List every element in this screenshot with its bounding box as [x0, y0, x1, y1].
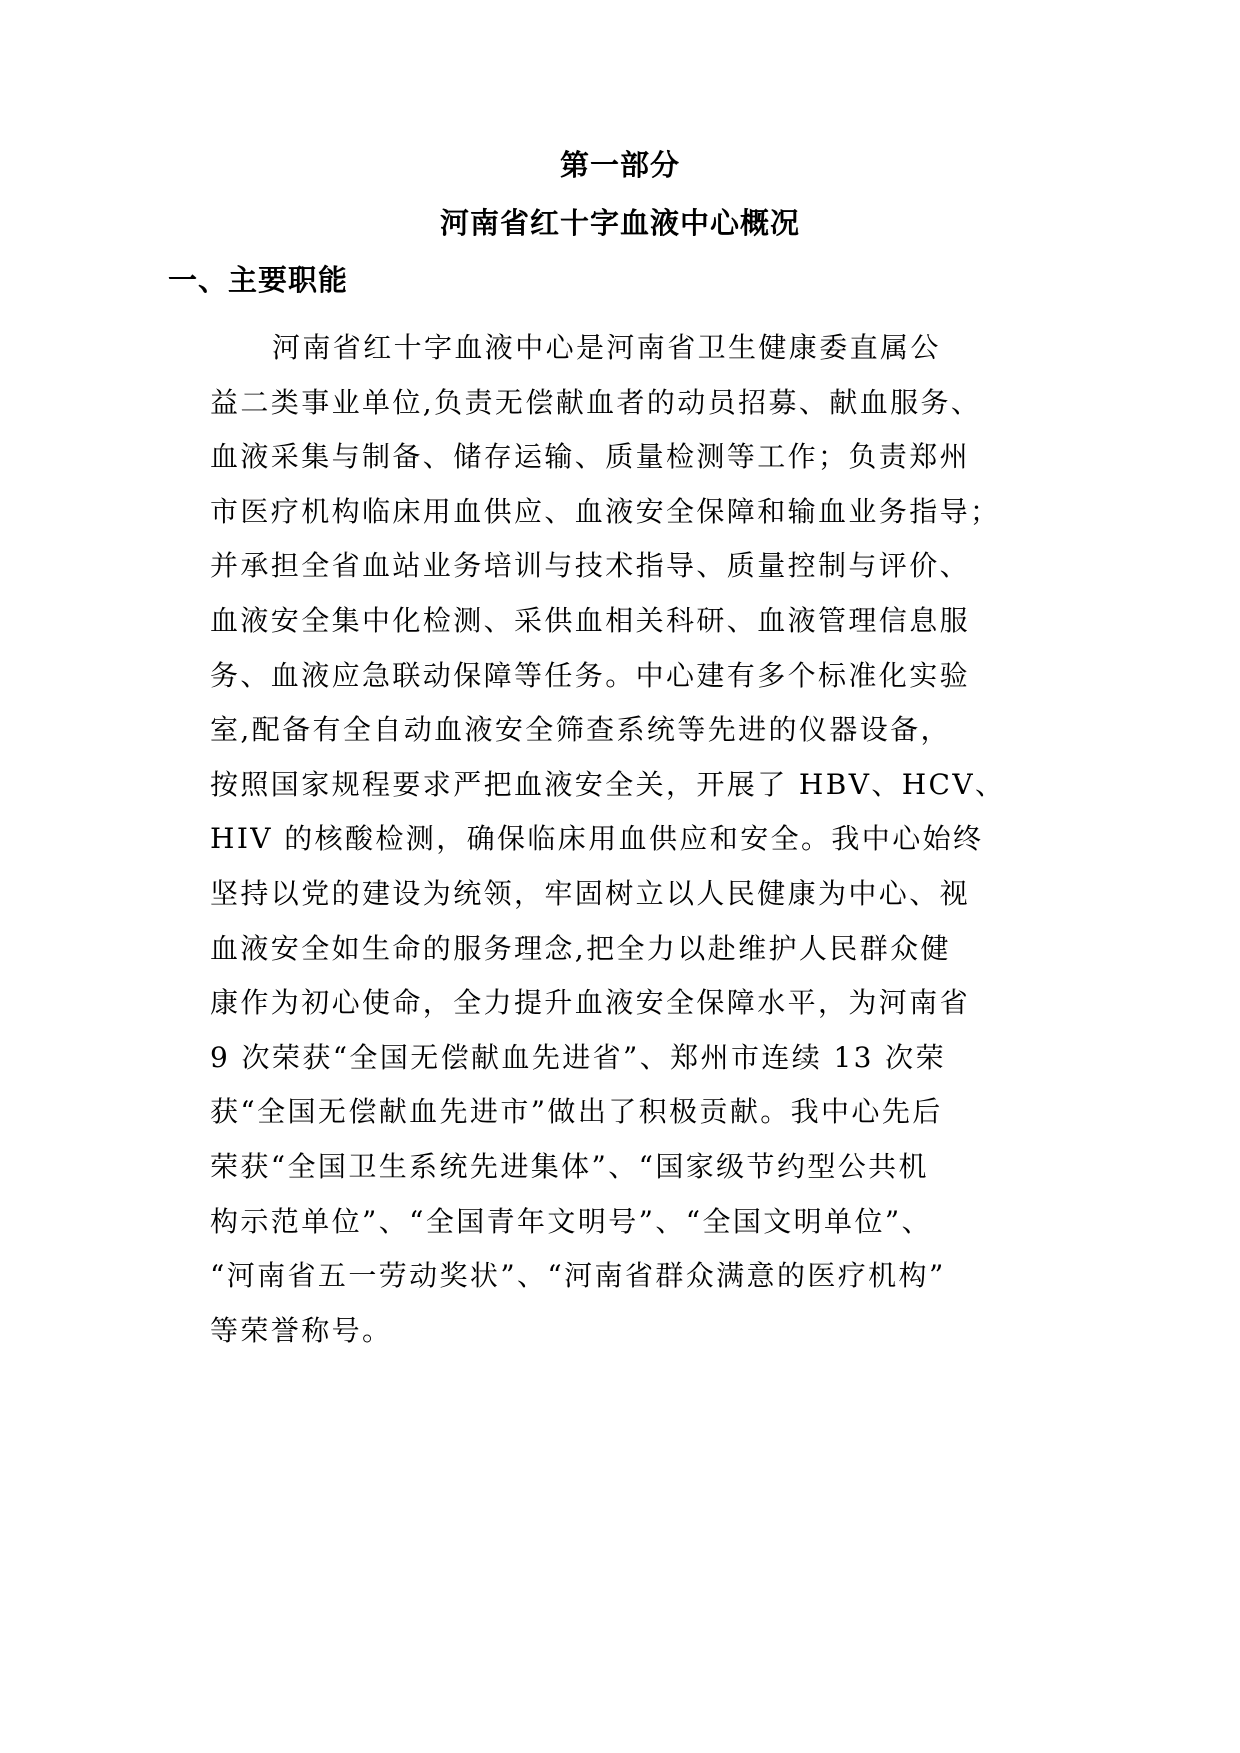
paragraph-line: 河南省红十字血液中心是河南省卫生健康委直属公	[272, 331, 941, 364]
paragraph-line: 务、血液应急联动保障等任务。中心建有多个标准化实验	[210, 658, 971, 692]
paragraph-line: 按照国家规程要求严把血液安全关，开展了 HBV、HCV、	[210, 767, 1006, 801]
paragraph-line: 获“全国无偿献血先进市”做出了积极贡献。我中心先后	[210, 1095, 943, 1129]
paragraph-line: 血液采集与制备、储存运输、质量检测等工作；负责郑州	[210, 440, 971, 474]
paragraph-line: “河南省五一劳动奖状”、“河南省群众满意的医疗机构”	[210, 1259, 946, 1293]
paragraph-line: 血液安全集中化检测、采供血相关科研、血液管理信息服	[210, 603, 971, 637]
paragraph-line: 室,配备有全自动血液安全筛查系统等先进的仪器设备，	[210, 713, 951, 747]
part-title: 第一部分	[559, 148, 680, 182]
paragraph-line: HIV 的核酸检测，确保临床用血供应和安全。我中心始终	[210, 822, 984, 856]
body-paragraph	[210, 321, 1006, 1358]
paragraph-line: 坚持以党的建设为统领，牢固树立以人民健康为中心、视	[210, 876, 971, 910]
paragraph-line: 市医疗机构临床用血供应、血液安全保障和输血业务指导；	[210, 494, 1001, 528]
section-heading: 一、主要职能	[168, 263, 349, 297]
org-title: 河南省红十字血液中心概况	[439, 206, 800, 240]
paragraph-line: 9 次荣获“全国无偿献血先进省”、郑州市连续 13 次荣	[210, 1040, 946, 1074]
paragraph-line: 构示范单位”、“全国青年文明号”、“全国文明单位”、	[210, 1204, 932, 1238]
paragraph-line: 血液安全如生命的服务理念,把全力以赴维护人民群众健	[210, 931, 951, 965]
paragraph-line: 康作为初心使命，全力提升血液安全保障水平，为河南省	[210, 986, 971, 1020]
paragraph-line: 并承担全省血站业务培训与技术指导、质量控制与评价、	[210, 549, 971, 583]
paragraph-line: 等荣誉称号。	[210, 1313, 393, 1347]
paragraph-line: 益二类事业单位,负责无偿献血者的动员招募、献血服务、	[210, 385, 982, 419]
paragraph-line: 荣获“全国卫生系统先进集体”、“国家级节约型公共机	[210, 1149, 929, 1183]
